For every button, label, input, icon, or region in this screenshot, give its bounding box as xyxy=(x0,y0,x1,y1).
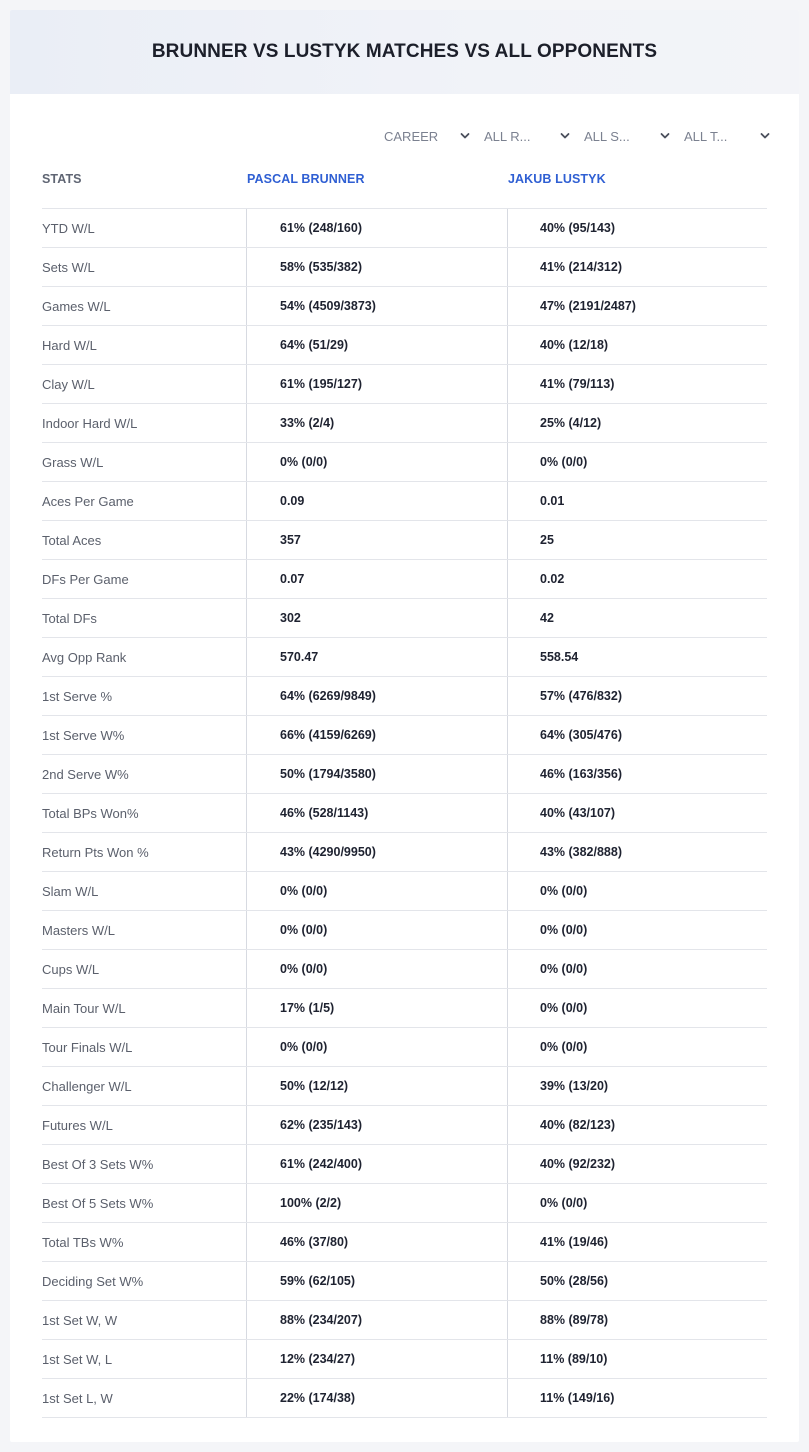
player1-value: 46% (37/80) xyxy=(246,1223,507,1261)
table-row xyxy=(42,716,767,755)
player1-value: 61% (195/127) xyxy=(246,365,507,403)
stat-label: Best Of 3 Sets W% xyxy=(42,1156,154,1172)
stat-label: Deciding Set W% xyxy=(42,1273,144,1289)
player1-value: 302 xyxy=(246,599,507,637)
player1-value: 46% (528/1143) xyxy=(246,794,507,832)
table-row xyxy=(42,248,767,287)
player1-value: 58% (535/382) xyxy=(246,248,507,286)
chevron-down-icon xyxy=(558,129,572,143)
stat-label: 1st Serve % xyxy=(42,688,113,704)
table-row xyxy=(42,1223,767,1262)
player1-value: 17% (1/5) xyxy=(246,989,507,1027)
stat-label: YTD W/L xyxy=(42,220,95,236)
player2-value: 0% (0/0) xyxy=(507,911,767,949)
filter-label: ALL T... xyxy=(684,128,728,144)
stat-label: Return Pts Won % xyxy=(42,844,149,860)
player1-value: 61% (242/400) xyxy=(246,1145,507,1183)
stat-label: Challenger W/L xyxy=(42,1078,132,1094)
player2-value: 43% (382/888) xyxy=(507,833,767,871)
player1-value: 0% (0/0) xyxy=(246,911,507,949)
player2-value: 0% (0/0) xyxy=(507,443,767,481)
stat-label: Slam W/L xyxy=(42,883,99,899)
player1-value: 0% (0/0) xyxy=(246,950,507,988)
player1-value: 0.09 xyxy=(246,482,507,520)
filter-bar xyxy=(384,126,784,146)
filter-label: CAREER xyxy=(384,128,439,144)
table-row xyxy=(42,560,767,599)
player2-value: 46% (163/356) xyxy=(507,755,767,793)
stat-label: 1st Serve W% xyxy=(42,727,125,743)
player2-value: 558.54 xyxy=(507,638,767,676)
chevron-down-icon xyxy=(758,129,772,143)
player1-value: 61% (248/160) xyxy=(246,209,507,247)
player2-value: 64% (305/476) xyxy=(507,716,767,754)
player2-value: 88% (89/78) xyxy=(507,1301,767,1339)
rounds-filter[interactable] xyxy=(484,126,584,146)
chevron-down-icon xyxy=(658,129,672,143)
table-row xyxy=(42,677,767,716)
player2-value: 11% (89/10) xyxy=(507,1340,767,1378)
table-row xyxy=(42,833,767,872)
table-row xyxy=(42,326,767,365)
player2-value: 39% (13/20) xyxy=(507,1067,767,1105)
player2-value: 0% (0/0) xyxy=(507,1184,767,1222)
table-row xyxy=(42,1184,767,1223)
player2-value: 40% (82/123) xyxy=(507,1106,767,1144)
player2-value: 0.02 xyxy=(507,560,767,598)
player1-value: 12% (234/27) xyxy=(246,1340,507,1378)
stat-label: Hard W/L xyxy=(42,337,97,353)
player1-value: 357 xyxy=(246,521,507,559)
stat-label: 1st Set L, W xyxy=(42,1390,113,1406)
player1-value: 22% (174/38) xyxy=(246,1379,507,1417)
player2-value: 40% (92/232) xyxy=(507,1145,767,1183)
period-filter[interactable] xyxy=(384,126,484,146)
table-row xyxy=(42,287,767,326)
player2-value: 47% (2191/2487) xyxy=(507,287,767,325)
table-row xyxy=(42,1262,767,1301)
table-row xyxy=(42,638,767,677)
player2-value: 40% (12/18) xyxy=(507,326,767,364)
player1-value: 0% (0/0) xyxy=(246,1028,507,1066)
stat-label: DFs Per Game xyxy=(42,571,129,587)
table-row xyxy=(42,755,767,794)
player2-value: 42 xyxy=(507,599,767,637)
stat-label: 2nd Serve W% xyxy=(42,766,129,782)
stat-label: Total Aces xyxy=(42,532,102,548)
table-row xyxy=(42,443,767,482)
stat-label: Grass W/L xyxy=(42,454,104,470)
player1-value: 570.47 xyxy=(246,638,507,676)
player2-value: 0% (0/0) xyxy=(507,989,767,1027)
card-header xyxy=(10,10,799,94)
player1-value: 0% (0/0) xyxy=(246,872,507,910)
stats-column-header: STATS xyxy=(42,172,82,186)
player2-value: 41% (214/312) xyxy=(507,248,767,286)
stat-label: Cups W/L xyxy=(42,961,100,977)
table-row xyxy=(42,404,767,443)
table-row xyxy=(42,989,767,1028)
player2-value: 0% (0/0) xyxy=(507,950,767,988)
player2-value: 25 xyxy=(507,521,767,559)
table-row xyxy=(42,1379,767,1418)
player2-value: 50% (28/56) xyxy=(507,1262,767,1300)
chevron-down-icon xyxy=(458,129,472,143)
player1-column-header[interactable]: PASCAL BRUNNER xyxy=(247,172,365,186)
table-row xyxy=(42,1145,767,1184)
player1-value: 66% (4159/6269) xyxy=(246,716,507,754)
player2-value: 0.01 xyxy=(507,482,767,520)
player2-value: 0% (0/0) xyxy=(507,1028,767,1066)
player2-value: 57% (476/832) xyxy=(507,677,767,715)
table-row xyxy=(42,911,767,950)
player2-value: 0% (0/0) xyxy=(507,872,767,910)
stat-label: Indoor Hard W/L xyxy=(42,415,138,431)
stat-label: Total BPs Won% xyxy=(42,805,139,821)
table-row xyxy=(42,521,767,560)
stat-label: Best Of 5 Sets W% xyxy=(42,1195,154,1211)
table-row xyxy=(42,209,767,248)
player1-value: 64% (51/29) xyxy=(246,326,507,364)
table-row xyxy=(42,1067,767,1106)
player1-value: 50% (1794/3580) xyxy=(246,755,507,793)
stats-card xyxy=(10,10,799,1442)
table-row xyxy=(42,1301,767,1340)
stat-label: Futures W/L xyxy=(42,1117,113,1133)
player2-column-header[interactable]: JAKUB LUSTYK xyxy=(508,172,606,186)
player1-value: 43% (4290/9950) xyxy=(246,833,507,871)
stat-label: 1st Set W, L xyxy=(42,1351,113,1367)
player1-value: 0.07 xyxy=(246,560,507,598)
player2-value: 25% (4/12) xyxy=(507,404,767,442)
player1-value: 100% (2/2) xyxy=(246,1184,507,1222)
player1-value: 50% (12/12) xyxy=(246,1067,507,1105)
table-row xyxy=(42,1028,767,1067)
stat-label: Tour Finals W/L xyxy=(42,1039,133,1055)
filter-label: ALL R... xyxy=(484,128,531,144)
surfaces-filter[interactable] xyxy=(584,126,684,146)
player2-value: 40% (43/107) xyxy=(507,794,767,832)
player1-value: 0% (0/0) xyxy=(246,443,507,481)
table-row xyxy=(42,1106,767,1145)
stat-label: Total TBs W% xyxy=(42,1234,124,1250)
table-row xyxy=(42,482,767,521)
player1-value: 62% (235/143) xyxy=(246,1106,507,1144)
stat-label: Masters W/L xyxy=(42,922,115,938)
player2-value: 41% (79/113) xyxy=(507,365,767,403)
player2-value: 40% (95/143) xyxy=(507,209,767,247)
player2-value: 41% (19/46) xyxy=(507,1223,767,1261)
table-row xyxy=(42,599,767,638)
table-row xyxy=(42,1340,767,1379)
stat-label: Sets W/L xyxy=(42,259,95,275)
player1-value: 59% (62/105) xyxy=(246,1262,507,1300)
stat-label: Total DFs xyxy=(42,610,97,626)
stat-label: 1st Set W, W xyxy=(42,1312,118,1328)
stat-label: Games W/L xyxy=(42,298,111,314)
table-row xyxy=(42,794,767,833)
stat-label: Avg Opp Rank xyxy=(42,649,127,665)
stat-label: Main Tour W/L xyxy=(42,1000,126,1016)
player1-value: 64% (6269/9849) xyxy=(246,677,507,715)
stat-label: Aces Per Game xyxy=(42,493,134,509)
player2-value: 11% (149/16) xyxy=(507,1379,767,1417)
filter-label: ALL S... xyxy=(584,128,630,144)
page-title: BRUNNER VS LUSTYK MATCHES VS ALL OPPONENTS xyxy=(151,41,658,62)
player1-value: 54% (4509/3873) xyxy=(246,287,507,325)
stat-label: Clay W/L xyxy=(42,376,95,392)
table-row xyxy=(42,950,767,989)
table-row xyxy=(42,365,767,404)
stats-table xyxy=(42,208,767,1418)
player1-value: 88% (234/207) xyxy=(246,1301,507,1339)
table-row xyxy=(42,872,767,911)
tournaments-filter[interactable] xyxy=(684,126,784,146)
player1-value: 33% (2/4) xyxy=(246,404,507,442)
